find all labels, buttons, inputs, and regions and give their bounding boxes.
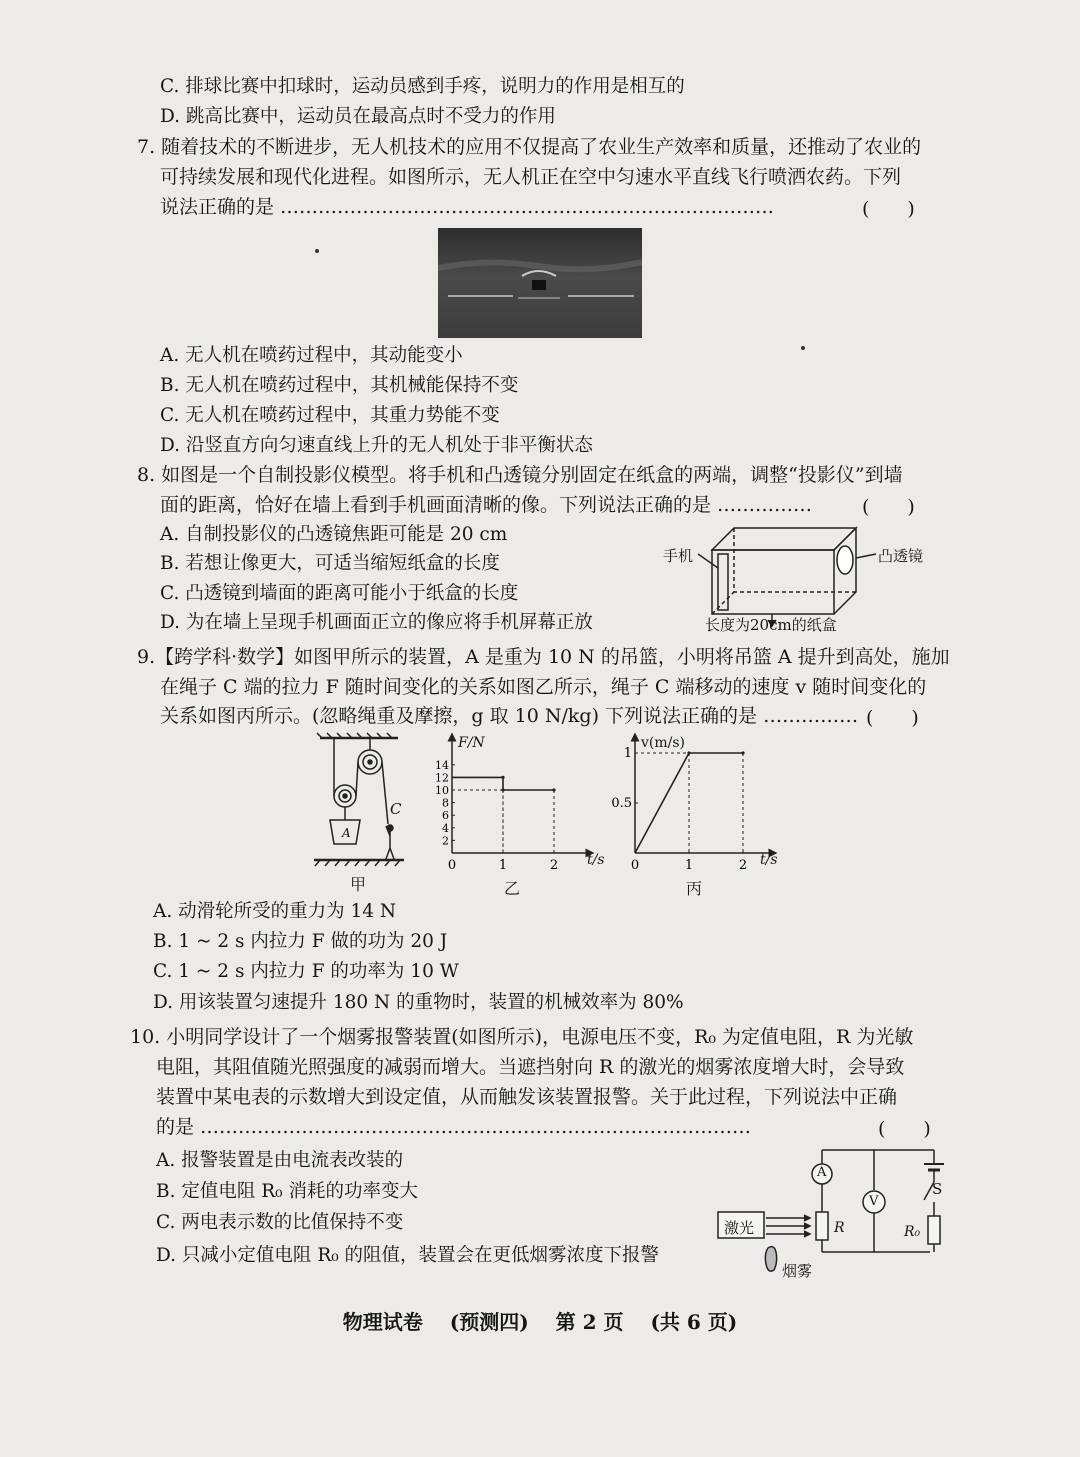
force-time-chart bbox=[435, 733, 600, 873]
q10-stem-line-4: 的是 …………………………………………………………………………… bbox=[156, 1116, 752, 1138]
q6-option-c: C. 排球比赛中扣球时，运动员感到手疼，说明力的作用是相互的 bbox=[160, 76, 685, 97]
page-footer bbox=[0, 1306, 1080, 1335]
figure-bing-caption: 丙 bbox=[686, 879, 703, 898]
y-tick-label: 2 bbox=[442, 834, 449, 848]
q7-stem-line-1: 7. 随着技术的不断进步，无人机技术的应用不仅提高了农业生产效率和质量，还推动了农业的 bbox=[137, 136, 922, 158]
velocity-time-chart bbox=[611, 733, 783, 873]
q9-stem-line-3: 关系如图丙所示。(忽略绳重及摩擦，g 取 10 N/kg) 下列说法正确的是 …………… bbox=[160, 705, 859, 727]
x-tick-label: 0 bbox=[447, 858, 457, 873]
q9-option-b: B. 1 ~ 2 s 内拉力 F 做的功为 20 J bbox=[153, 931, 448, 952]
q10-option-c: C. 两电表示数的比值保持不变 bbox=[156, 1212, 404, 1233]
laser-label: 激光 bbox=[724, 1219, 755, 1237]
y-tick-label: 8 bbox=[442, 796, 449, 810]
q9-option-a: A. 动滑轮所受的重力为 14 N bbox=[153, 901, 397, 922]
q10-option-a: A. 报警装置是由电流表改装的 bbox=[156, 1150, 404, 1171]
voltmeter-symbol: V bbox=[869, 1194, 879, 1209]
q7-answer-blank: ( ) bbox=[862, 198, 915, 220]
footer-edition: (预测四) bbox=[449, 1310, 529, 1334]
figure-jia-caption: 甲 bbox=[350, 875, 367, 894]
drone-photo bbox=[438, 228, 642, 338]
q10-stem-line-2: 电阻，其阻值随光照强度的减弱而增大。当遮挡射向 R 的激光的烟雾浓度增大时，会导致 bbox=[156, 1056, 905, 1078]
q7-stem-line-2: 可持续发展和现代化进程。如图所示，无人机正在空中匀速水平直线飞行喷洒农药。下列 bbox=[160, 166, 902, 188]
x-tick-label: 1 bbox=[498, 858, 508, 873]
q10-answer-blank: ( ) bbox=[878, 1118, 931, 1140]
q9-answer-blank: ( ) bbox=[866, 707, 919, 729]
q10-stem-line-3: 装置中某电表的示数增大到设定值，从而触发该装置报警。关于此过程，下列说法中正确 bbox=[156, 1086, 898, 1108]
x-tick-label: 2 bbox=[549, 858, 559, 873]
q7-stem-line-3: 说法正确的是 …………………………………………………………………… bbox=[160, 196, 775, 218]
q7-option-c: C. 无人机在喷药过程中，其重力势能不变 bbox=[160, 405, 500, 426]
q8-answer-blank: ( ) bbox=[862, 496, 915, 518]
smoke-label: 烟雾 bbox=[782, 1262, 813, 1280]
ammeter-symbol: A bbox=[817, 1165, 827, 1180]
footer-total: (共 6 页) bbox=[650, 1310, 738, 1334]
y-tick-label: 14 bbox=[435, 758, 449, 772]
y-tick-label: 12 bbox=[435, 771, 449, 785]
q8-option-c: C. 凸透镜到墙面的距离可能小于纸盒的长度 bbox=[160, 583, 519, 604]
data-point bbox=[501, 776, 504, 779]
q8-stem-line-1: 8. 如图是一个自制投影仪模型。将手机和凸透镜分别固定在纸盒的两端，调整“投影仪”到墙 bbox=[137, 464, 903, 486]
drone-icon bbox=[438, 228, 642, 338]
box-length-label: 长度为20cm的纸盒 bbox=[705, 616, 837, 634]
q8-option-a: A. 自制投影仪的凸透镜焦距可能是 20 cm bbox=[160, 524, 508, 545]
y-tick-label: 6 bbox=[442, 809, 449, 823]
y-tick-label: 0.5 bbox=[611, 796, 632, 811]
q7-option-a: A. 无人机在喷药过程中，其动能变小 bbox=[160, 345, 463, 366]
x-tick-label: 2 bbox=[738, 858, 748, 873]
q9-stem-line-2: 在绳子 C 端的拉力 F 随时间变化的关系如图乙所示，绳子 C 端移动的速度 v 随时间变化的 bbox=[160, 676, 927, 698]
q9-option-d: D. 用该装置匀速提升 180 N 的重物时，装置的机械效率为 80% bbox=[153, 992, 684, 1013]
data-point bbox=[552, 788, 555, 791]
force-axis-label: F/N bbox=[458, 735, 485, 751]
q8-option-b: B. 若想让像更大，可适当缩短纸盒的长度 bbox=[160, 553, 500, 574]
q6-option-d: D. 跳高比赛中，运动员在最高点时不受力的作用 bbox=[160, 106, 556, 127]
velocity-axis-label: v(m/s) bbox=[641, 735, 686, 751]
lens-label: 凸透镜 bbox=[878, 547, 924, 565]
velocity-chart-x-axis-label: t/s bbox=[760, 852, 778, 868]
y-tick-label: 4 bbox=[442, 821, 449, 835]
x-tick-label: 0 bbox=[630, 858, 640, 873]
fixed-resistor-label: R₀ bbox=[904, 1224, 921, 1240]
q8-option-d: D. 为在墙上呈现手机画面正立的像应将手机屏幕正放 bbox=[160, 612, 593, 633]
q10-stem-line-1: 10. 小明同学设计了一个烟雾报警装置(如图所示)，电源电压不变，R₀ 为定值电阻，R 为光敏 bbox=[130, 1026, 914, 1048]
q9-stem-line-1: 9.【跨学科·数学】如图甲所示的装置，A 是重为 10 N 的吊篮，小明将吊篮 A 提升到高处，施加 bbox=[137, 646, 950, 668]
q7-option-d: D. 沿竖直方向匀速直线上升的无人机处于非平衡状态 bbox=[160, 435, 593, 456]
basket-a-label: A bbox=[342, 826, 351, 840]
rope-c-label: C bbox=[390, 800, 402, 818]
q9-option-c: C. 1 ~ 2 s 内拉力 F 的功率为 10 W bbox=[153, 961, 459, 982]
q8-stem-line-2: 面的距离，恰好在墙上看到手机画面清晰的像。下列说法正确的是 …………… bbox=[160, 494, 813, 516]
q10-option-d: D. 只减小定值电阻 R₀ 的阻值，装置会在更低烟雾浓度下报警 bbox=[156, 1245, 660, 1266]
y-tick-label: 1 bbox=[623, 746, 632, 761]
footer-subject: 物理试卷 bbox=[342, 1310, 423, 1334]
force-chart-x-axis-label: t/s bbox=[587, 852, 605, 868]
footer-page: 第 2 页 bbox=[555, 1310, 624, 1334]
data-point bbox=[741, 751, 744, 754]
photoresistor-label: R bbox=[834, 1220, 845, 1236]
phone-label: 手机 bbox=[663, 547, 694, 565]
x-tick-label: 1 bbox=[684, 858, 694, 873]
q10-option-b: B. 定值电阻 R₀ 消耗的功率变大 bbox=[156, 1181, 418, 1202]
y-tick-label: 10 bbox=[435, 784, 449, 797]
q7-option-b: B. 无人机在喷药过程中，其机械能保持不变 bbox=[160, 375, 519, 396]
figure-yi-caption: 乙 bbox=[504, 879, 521, 898]
smoke-alarm-circuit bbox=[712, 1140, 952, 1290]
switch-label: S bbox=[932, 1180, 943, 1198]
